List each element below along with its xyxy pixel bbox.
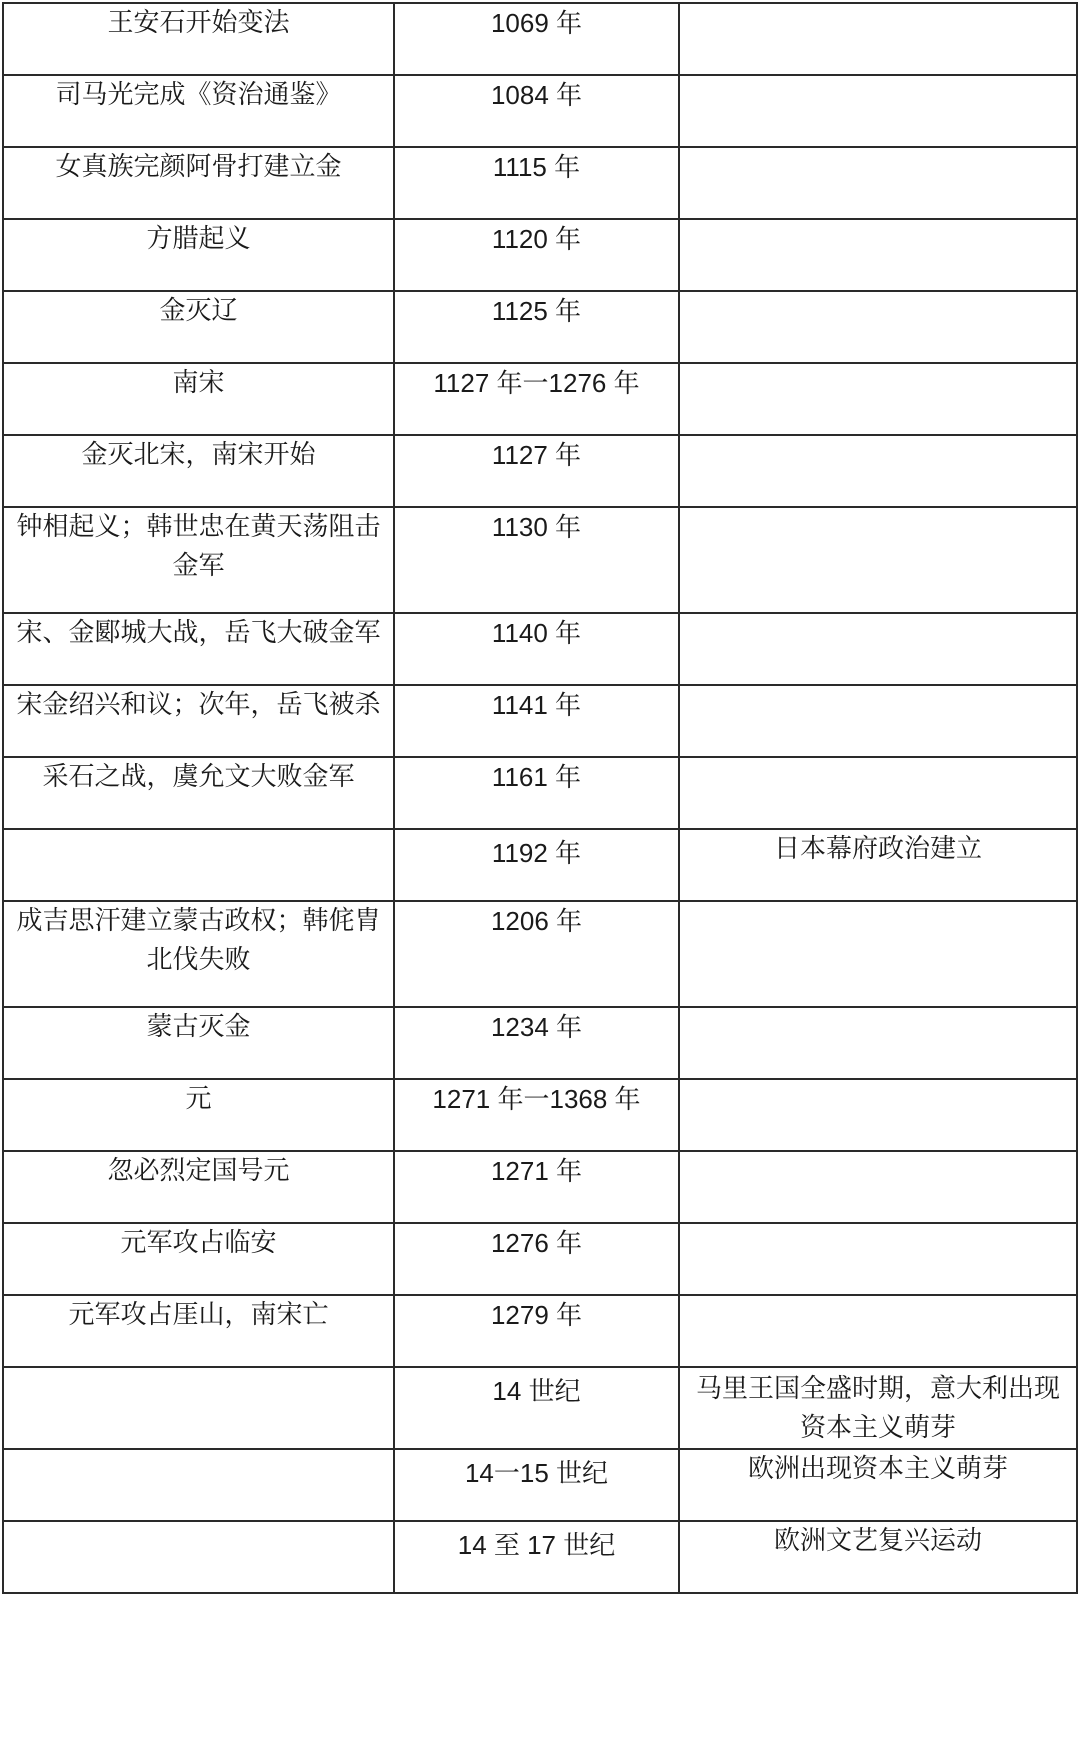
event-cell: 金灭辽 xyxy=(3,291,394,363)
table-row xyxy=(3,613,1077,685)
year-cell: 1069 年 xyxy=(394,3,679,75)
world-event-cell xyxy=(679,757,1077,829)
year-cell: 1125 年 xyxy=(394,291,679,363)
world-event-cell: 日本幕府政治建立 xyxy=(679,829,1077,901)
year-cell: 1271 年 xyxy=(394,1151,679,1223)
world-event-cell xyxy=(679,613,1077,685)
year-cell: 14一15 世纪 xyxy=(394,1449,679,1521)
event-cell: 元 xyxy=(3,1079,394,1151)
table-row xyxy=(3,1151,1077,1223)
table-row xyxy=(3,1449,1077,1521)
table-row xyxy=(3,901,1077,1007)
event-cell: 司马光完成《资治通鉴》 xyxy=(3,75,394,147)
event-cell xyxy=(3,1521,394,1593)
event-cell: 元军攻占临安 xyxy=(3,1223,394,1295)
year-cell: 1161 年 xyxy=(394,757,679,829)
year-cell: 1127 年 xyxy=(394,435,679,507)
world-event-cell: 欧洲文艺复兴运动 xyxy=(679,1521,1077,1593)
world-event-cell xyxy=(679,3,1077,75)
table-row xyxy=(3,757,1077,829)
table-row xyxy=(3,507,1077,613)
world-event-cell: 马里王国全盛时期，意大利出现资本主义萌芽 xyxy=(679,1367,1077,1449)
event-cell: 方腊起义 xyxy=(3,219,394,291)
table-row xyxy=(3,685,1077,757)
world-event-cell xyxy=(679,435,1077,507)
world-event-cell: 欧洲出现资本主义萌芽 xyxy=(679,1449,1077,1521)
year-cell: 1141 年 xyxy=(394,685,679,757)
world-event-cell xyxy=(679,147,1077,219)
world-event-cell xyxy=(679,1151,1077,1223)
world-event-cell xyxy=(679,685,1077,757)
table-row xyxy=(3,1521,1077,1593)
world-event-cell xyxy=(679,901,1077,1007)
event-cell: 南宋 xyxy=(3,363,394,435)
event-cell: 宋金绍兴和议；次年，岳飞被杀 xyxy=(3,685,394,757)
event-cell: 金灭北宋，南宋开始 xyxy=(3,435,394,507)
table-row xyxy=(3,829,1077,901)
event-cell: 成吉思汗建立蒙古政权；韩侂胄北伐失败 xyxy=(3,901,394,1007)
year-cell: 1279 年 xyxy=(394,1295,679,1367)
table-row xyxy=(3,147,1077,219)
year-cell: 1115 年 xyxy=(394,147,679,219)
year-cell: 1084 年 xyxy=(394,75,679,147)
year-cell: 1234 年 xyxy=(394,1007,679,1079)
world-event-cell xyxy=(679,219,1077,291)
world-event-cell xyxy=(679,1295,1077,1367)
event-cell: 宋、金郾城大战，岳飞大破金军 xyxy=(3,613,394,685)
history-timeline-table xyxy=(2,2,1078,1594)
world-event-cell xyxy=(679,363,1077,435)
table-row xyxy=(3,1367,1077,1449)
table-row xyxy=(3,1079,1077,1151)
year-cell: 1140 年 xyxy=(394,613,679,685)
event-cell xyxy=(3,1367,394,1449)
year-cell: 1206 年 xyxy=(394,901,679,1007)
world-event-cell xyxy=(679,1079,1077,1151)
event-cell xyxy=(3,829,394,901)
year-cell: 1192 年 xyxy=(394,829,679,901)
table-row xyxy=(3,1007,1077,1079)
table-row xyxy=(3,291,1077,363)
table-row xyxy=(3,75,1077,147)
world-event-cell xyxy=(679,291,1077,363)
table-row xyxy=(3,435,1077,507)
world-event-cell xyxy=(679,1223,1077,1295)
table-row xyxy=(3,1223,1077,1295)
world-event-cell xyxy=(679,1007,1077,1079)
event-cell: 钟相起义；韩世忠在黄天荡阻击金军 xyxy=(3,507,394,613)
table-row xyxy=(3,219,1077,291)
event-cell: 忽必烈定国号元 xyxy=(3,1151,394,1223)
year-cell: 14 至 17 世纪 xyxy=(394,1521,679,1593)
year-cell: 1271 年一1368 年 xyxy=(394,1079,679,1151)
event-cell: 王安石开始变法 xyxy=(3,3,394,75)
year-cell: 1120 年 xyxy=(394,219,679,291)
year-cell: 14 世纪 xyxy=(394,1367,679,1449)
event-cell: 女真族完颜阿骨打建立金 xyxy=(3,147,394,219)
table-row xyxy=(3,1295,1077,1367)
event-cell: 元军攻占厓山，南宋亡 xyxy=(3,1295,394,1367)
table-row xyxy=(3,3,1077,75)
table-row xyxy=(3,363,1077,435)
year-cell: 1127 年一1276 年 xyxy=(394,363,679,435)
world-event-cell xyxy=(679,507,1077,613)
event-cell xyxy=(3,1449,394,1521)
event-cell: 采石之战，虞允文大败金军 xyxy=(3,757,394,829)
world-event-cell xyxy=(679,75,1077,147)
year-cell: 1276 年 xyxy=(394,1223,679,1295)
event-cell: 蒙古灭金 xyxy=(3,1007,394,1079)
year-cell: 1130 年 xyxy=(394,507,679,613)
